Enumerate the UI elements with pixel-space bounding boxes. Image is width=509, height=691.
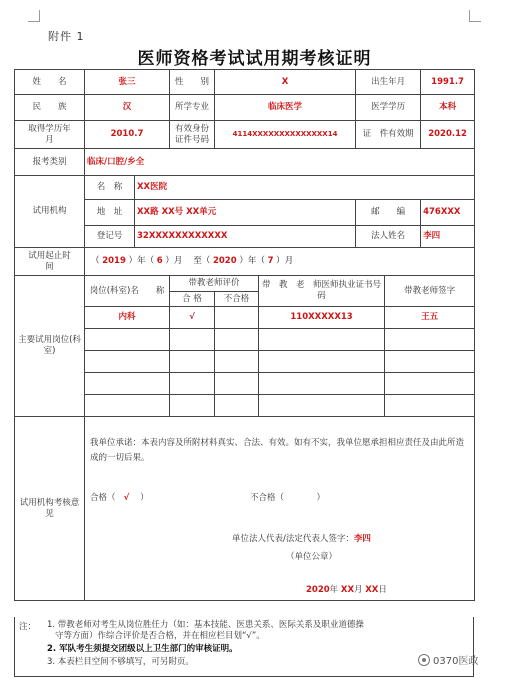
- exam-category-label: 报考类别: [15, 149, 85, 176]
- position-row-1-dept: 内科: [85, 307, 170, 329]
- review-pass-close: ）: [140, 493, 149, 503]
- notes-line-2: 2. 军队考生须提交团级以上卫生部门的审核证明。: [47, 644, 238, 654]
- review-date-year: 2020: [306, 585, 330, 595]
- period-month-char-2: 月: [284, 256, 294, 267]
- institution-name-value: XX医院: [135, 176, 475, 200]
- period-label: 试用起止时 间: [15, 248, 85, 276]
- gender-label: 性 别: [170, 70, 215, 95]
- period-year-char: 年: [137, 256, 146, 267]
- review-seal: （单位公章）: [286, 552, 338, 562]
- period-value: （ 2019 ）年（ 6 ）月 至（ 2020 ）年（ 7 ）月: [85, 248, 475, 276]
- review-fail-line: [250, 491, 325, 506]
- review-pass-label: 合格（: [90, 493, 116, 503]
- birth-label: 出生年月: [356, 70, 421, 95]
- postcode-label: 邮 编: [356, 200, 421, 226]
- review-date-month: XX: [340, 585, 354, 595]
- ethnicity-label: 民 族: [15, 95, 85, 121]
- positions-section-label: 主要试用岗位(科室): [15, 276, 85, 417]
- sign-column-header: 带教老师签字: [385, 276, 475, 307]
- period-start-month: 6: [156, 256, 163, 267]
- crop-mark-top-right: [469, 10, 481, 22]
- legal-value: 李四: [421, 226, 475, 248]
- notes-line-3: 3. 本表栏目空间不够填写，可另附页。: [47, 657, 194, 667]
- crop-mark-top-left: [28, 10, 40, 22]
- institution-section-label: 试用机构: [15, 176, 85, 248]
- period-end-month: 7: [267, 256, 274, 267]
- address-value: XX路 XX号 XX单元: [135, 200, 356, 226]
- review-signature-value: 李四: [353, 534, 371, 544]
- education-value: 本科: [421, 95, 475, 121]
- major-value: 临床医学: [215, 95, 356, 121]
- id-value: 4114XXXXXXXXXXXXXX14: [215, 121, 356, 149]
- name-value: 张三: [85, 70, 170, 95]
- dept-column-header: 岗位(科室)名 称: [85, 276, 170, 307]
- gender-value: X: [215, 70, 356, 95]
- institution-name-label: 名 称: [85, 176, 135, 200]
- address-label: 地 址: [85, 200, 135, 226]
- review-pass-line: [90, 491, 149, 506]
- annex-label: 附件 1: [48, 30, 85, 43]
- notes-box: [14, 617, 474, 677]
- review-statement: 我单位承诺：本表内容及所附材料真实、合法、有效。如有不实，我单位愿承担相应责任及由此所造成的一切后果。: [90, 438, 465, 463]
- notes-label: 注：: [19, 622, 37, 632]
- review-section-label: 试用机构考核意见: [15, 417, 85, 601]
- degree-year-label: 取得学历年 月: [15, 121, 85, 149]
- review-signature-label: 单位法人代表/法定代表人签字：: [232, 534, 354, 544]
- id-valid-value: 2020.12: [421, 121, 475, 149]
- review-date: [306, 583, 387, 598]
- cert-column-header: 带 教 老 师医师执业证书号码: [259, 276, 385, 307]
- eval-column-header: 带教老师评价: [170, 276, 259, 292]
- review-signature-line: [232, 532, 371, 547]
- birth-value: 1991.7: [421, 70, 475, 95]
- legal-label: 法人姓名: [356, 226, 421, 248]
- review-date-year-char: 年: [329, 585, 339, 595]
- postcode-value: 476XXX: [421, 200, 475, 226]
- period-year-char-2: 年: [247, 256, 257, 267]
- fail-column-header: 不合格: [215, 292, 259, 307]
- position-row-1-pass: √: [170, 307, 215, 329]
- reg-value: 32XXXXXXXXXXXX: [135, 226, 356, 248]
- id-label: 有效身份证件号码: [170, 121, 215, 149]
- review-pass-mark: √: [123, 493, 130, 503]
- degree-year-value: 2010.7: [85, 121, 170, 149]
- position-row-1-sign: 王五: [385, 307, 475, 329]
- major-label: 所学专业: [170, 95, 215, 121]
- id-valid-label: 证 件有效期: [356, 121, 421, 149]
- name-label: 姓 名: [15, 70, 85, 95]
- review-date-day-char: 日: [378, 585, 387, 595]
- position-row-1-cert: 110XXXXX13: [259, 307, 385, 329]
- exam-category-value: 临床/口腔/乡全: [85, 149, 475, 176]
- review-date-day: XX: [365, 585, 379, 595]
- reg-label: 登记号: [85, 226, 135, 248]
- education-label: 医学学历: [356, 95, 421, 121]
- watermark: [418, 652, 478, 667]
- review-date-month-char: 月: [354, 585, 363, 595]
- period-month-char: 月: [173, 256, 183, 267]
- pass-column-header: 合 格: [170, 292, 215, 307]
- ethnicity-value: 汉: [85, 95, 170, 121]
- watermark-text: 0370医政: [433, 656, 479, 667]
- period-start-year: 2019: [102, 256, 126, 267]
- notes-line-1b: 守等方面）作综合评价是否合格，并在相应栏目划“√”。: [55, 631, 265, 641]
- period-end-year: 2020: [212, 256, 237, 267]
- position-row-1-fail: [215, 307, 259, 329]
- review-fail-label: 不合格（: [250, 493, 285, 503]
- certificate-form: [14, 69, 475, 601]
- document-title: 医师资格考试试用期考核证明: [137, 49, 372, 69]
- notes-line-1: 1. 带教老师对考生从岗位胜任力（如：基本技能、医患关系、医际关系及职业道德操: [47, 620, 364, 630]
- review-fail-close: ）: [316, 493, 325, 503]
- wechat-icon: [418, 654, 430, 666]
- period-to-char: 至: [193, 256, 202, 267]
